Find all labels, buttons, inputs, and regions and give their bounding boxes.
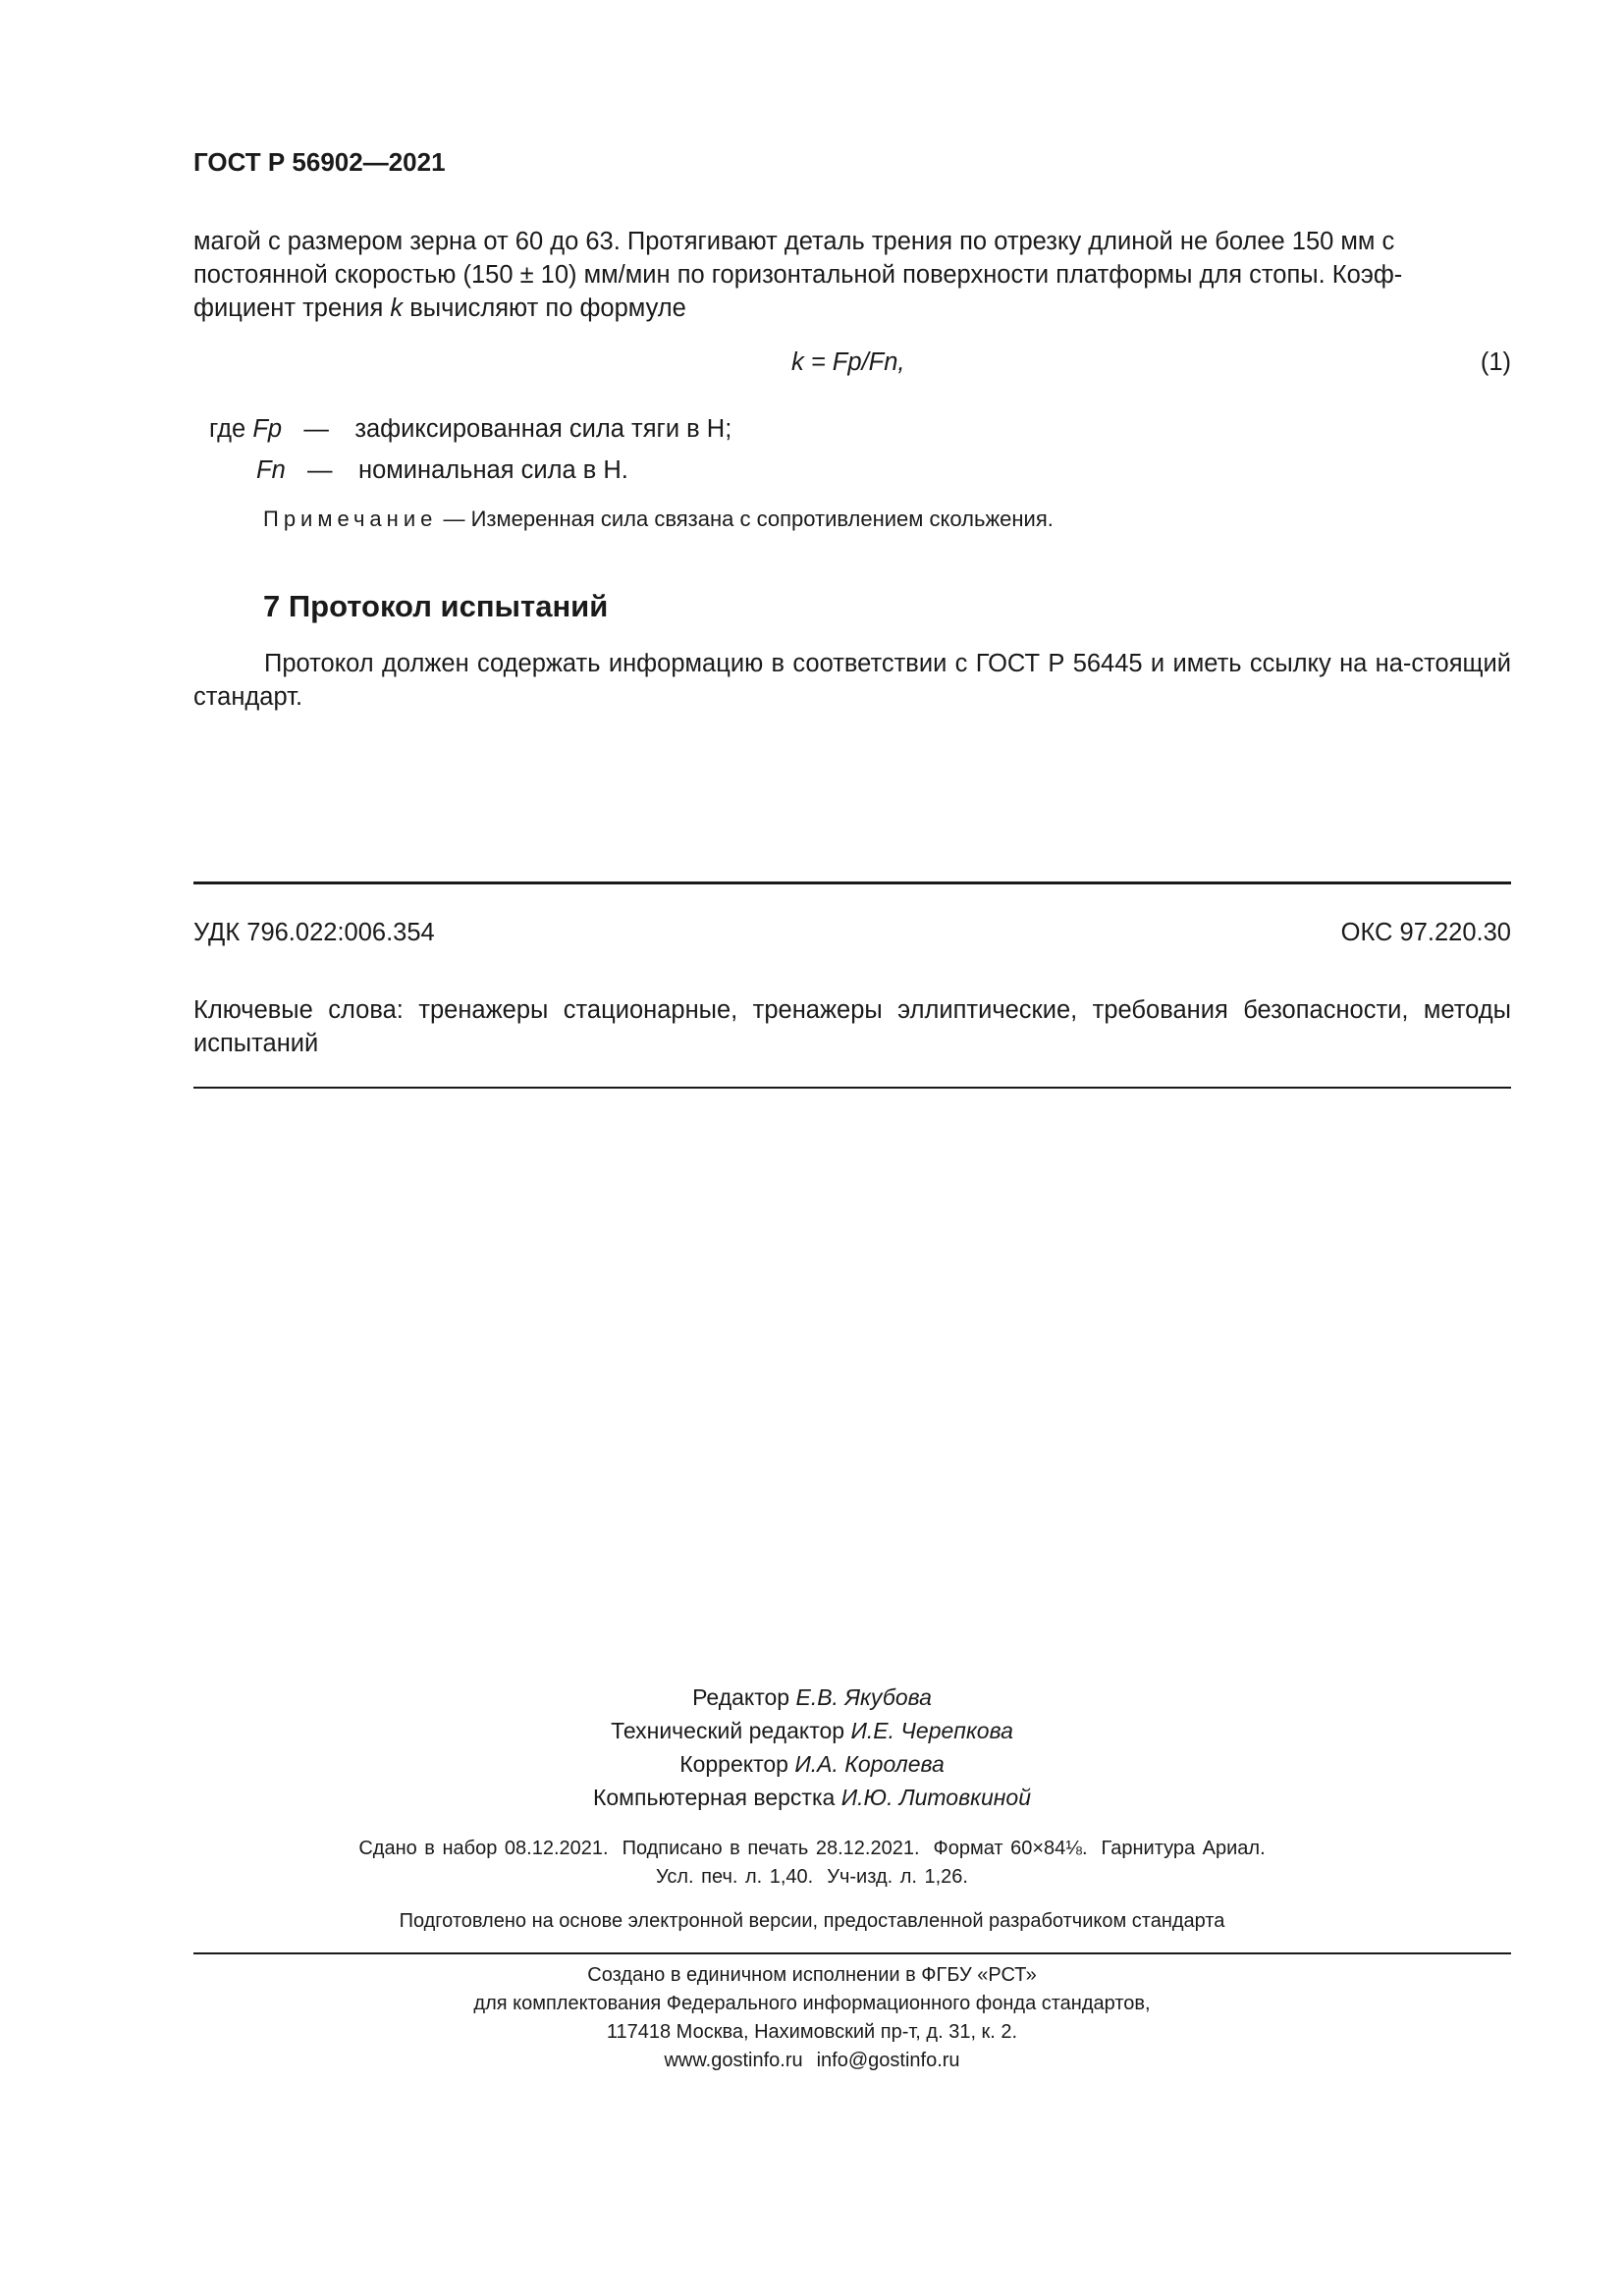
pub-submitted: Сдано в набор 08.12.2021. [358, 1838, 609, 1859]
note-label: Примечание [263, 507, 438, 531]
variable-k: k [390, 294, 404, 322]
credit-name: И.Е. Черепкова [850, 1718, 1013, 1743]
credit-tech-editor [0, 1714, 1624, 1747]
pub-typeface: Гарнитура Ариал. [1101, 1838, 1266, 1859]
keywords: Ключевые слова: тренажеры стационарные, тренажеры эллиптические, требования безопасности, методы испытаний [193, 996, 1511, 1057]
where-dash: — [303, 415, 329, 443]
email-link[interactable]: info@gostinfo.ru [816, 2050, 960, 2071]
paragraph-friction [193, 225, 1511, 325]
credit-name: И.А. Королева [794, 1751, 945, 1777]
paragraph-line-3-prefix: фициент трения [193, 294, 391, 322]
credits [0, 1681, 1624, 1814]
paragraph-line-3 [193, 292, 1511, 325]
pub-format: Формат 60×84⅛. [933, 1838, 1088, 1859]
paragraph-protocol: Протокол должен содержать информацию в соответствии с ГОСТ Р 56445 и иметь ссылку на на-стоящий стандарт. [193, 650, 1511, 711]
credit-layout [0, 1781, 1624, 1814]
note-text: — Измеренная сила связана с сопротивлением скольжения. [437, 507, 1054, 531]
website-link[interactable]: www.gostinfo.ru [664, 2050, 803, 2071]
section-title: 7 Протокол испытаний [263, 589, 609, 623]
footer [0, 1961, 1624, 2075]
paragraph-line-2: постоянной скоростью (150 ± 10) мм/мин по горизонтальной поверхности платформы для стопы. Коэф- [193, 261, 1403, 289]
formula-number: (1) [1480, 348, 1511, 376]
footer-line-1: Создано в единичном исполнении в ФГБУ «РСТ» [587, 1964, 1037, 1986]
pub-signed: Подписано в печать 28.12.2021. [622, 1838, 920, 1859]
where-row-fp [209, 415, 731, 444]
credit-role: Редактор [692, 1684, 796, 1710]
where-dash: — [307, 456, 333, 484]
where-symbol: Fn [256, 456, 286, 484]
paragraph-line-3-suffix: вычисляют по формуле [403, 294, 686, 322]
where-text: номинальная сила в Н. [358, 456, 628, 484]
document-header: ГОСТ Р 56902—2021 [193, 147, 446, 177]
where-symbol: Fp [252, 415, 283, 443]
note [263, 507, 1054, 532]
publication-line-1 [0, 1835, 1624, 1863]
where-prefix: где [209, 415, 253, 443]
publication-info [0, 1835, 1624, 1892]
oks-code: ОКС 97.220.30 [1340, 919, 1511, 946]
credit-name: И.Ю. Литовкиной [840, 1785, 1031, 1810]
credit-role: Компьютерная верстка [592, 1785, 841, 1810]
divider-bottom [193, 1087, 1511, 1089]
prepared-note: Подготовлено на основе электронной версии, предоставленной разработчиком стандарта [399, 1910, 1225, 1932]
credit-corrector [0, 1747, 1624, 1781]
udc-code: УДК 796.022:006.354 [193, 919, 435, 946]
footer-links [0, 2047, 1624, 2075]
credit-role: Технический редактор [611, 1718, 851, 1743]
credit-editor [0, 1681, 1624, 1714]
footer-line-3: 117418 Москва, Нахимовский пр-т, д. 31, к. 2. [606, 2021, 1018, 2043]
where-text: зафиксированная сила тяги в Н; [354, 415, 732, 443]
where-row-fn [256, 456, 628, 485]
credit-name: Е.В. Якубова [795, 1684, 932, 1710]
divider-footer [193, 1952, 1511, 1954]
credit-role: Корректор [679, 1751, 795, 1777]
paragraph-line-1: магой с размером зерна от 60 до 63. Протягивают деталь трения по отрезку длиной не более 150 мм с [193, 228, 1395, 255]
pub-print-sheets: Усл. печ. л. 1,40. [656, 1866, 814, 1888]
publication-line-2 [0, 1863, 1624, 1892]
divider-top [193, 881, 1511, 884]
footer-line-2: для комплектования Федерального информационного фонда стандартов, [473, 1993, 1151, 2014]
pub-publisher-sheets: Уч-изд. л. 1,26. [827, 1866, 968, 1888]
formula: k = Fp/Fn, [791, 348, 905, 376]
